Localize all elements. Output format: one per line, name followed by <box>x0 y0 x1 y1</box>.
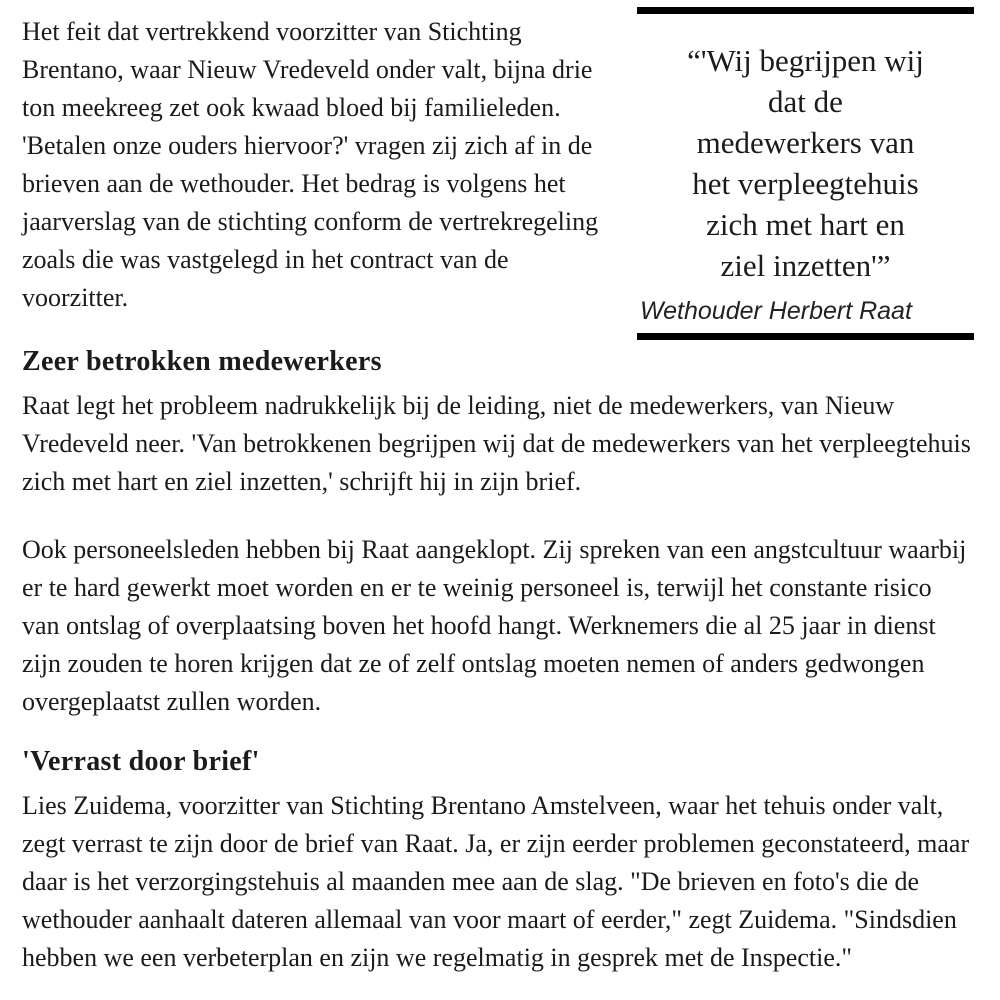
pull-quote-line-2: dat de <box>768 84 843 119</box>
pull-quote-top-rule <box>637 7 974 14</box>
pull-quote-box <box>637 7 974 340</box>
pull-quote-attribution: Wethouder Herbert Raat <box>640 297 912 325</box>
pull-quote-line-3: medewerkers van <box>696 125 915 160</box>
pull-quote-line-1: “'Wij begrijpen wij <box>687 43 924 78</box>
pull-quote-line-4: het verpleegtehuis <box>692 166 919 201</box>
section-heading-zeer-betrokken-medewerkers: Zeer betrokken medewerkers <box>22 346 382 377</box>
pull-quote-line-5: zich met hart en <box>706 207 905 242</box>
top-row <box>22 7 974 340</box>
body-paragraph: Raat legt het probleem nadrukkelijk bij de leiding, niet de medewerkers, van Nieuw Vredeveld neer. 'Van betrokkenen begrijpen wij dat de medewerkers van het verpleegtehuis zich met hart en ziel inzetten,' schrijft hij in zijn brief. <box>22 391 971 496</box>
section-verrast-door-brief <box>22 745 974 977</box>
body-paragraph: Ook personeelsleden hebben bij Raat aangeklopt. Zij spreken van een angstcultuur waarbij er te hard gewerkt moet worden en er te weinig personeel is, terwijl het constante risico van ontslag of overplaatsing boven het hoofd hangt. Werknemers die al 25 jaar in dienst zijn zouden te horen krijgen dat ze of zelf ontslag moeten nemen of anders gedwongen overgeplaatst zullen worden. <box>22 535 967 716</box>
pull-quote-text <box>641 40 970 286</box>
lead-paragraph: Het feit dat vertrekkend voorzitter van Stichting Brentano, waar Nieuw Vredeveld onder valt, bijna drie ton meekreeg zet ook kwaad bloed bij familieleden. 'Betalen onze ouders hiervoor?' vragen zij zich af in de brieven aan de wethouder. Het bedrag is volgens het jaarverslag van de stichting conform de vertrekregeling zoals die was vastgelegd in het contract van de voorzitter. <box>22 17 599 312</box>
section-zeer-betrokken-medewerkers <box>22 345 974 721</box>
section-heading-verrast-door-brief: 'Verrast door brief' <box>22 746 260 777</box>
pull-quote-bottom-rule <box>637 333 974 340</box>
body-paragraph: Lies Zuidema, voorzitter van Stichting Brentano Amstelveen, waar het tehuis onder valt, zegt verrast te zijn door de brief van Raat. Ja, er zijn eerder problemen geconstateerd, maar daar is het verzorgingstehuis al maanden mee aan de slag. "De brieven en foto's die de wethouder aanhaalt dateren allemaal van voor maart of eerder," zegt Zuidema. "Sindsdien hebben we een verbeterplan en zijn we regelmatig in gesprek met de Inspectie." <box>22 791 970 972</box>
pull-quote-line-6: ziel inzetten'” <box>720 248 891 283</box>
